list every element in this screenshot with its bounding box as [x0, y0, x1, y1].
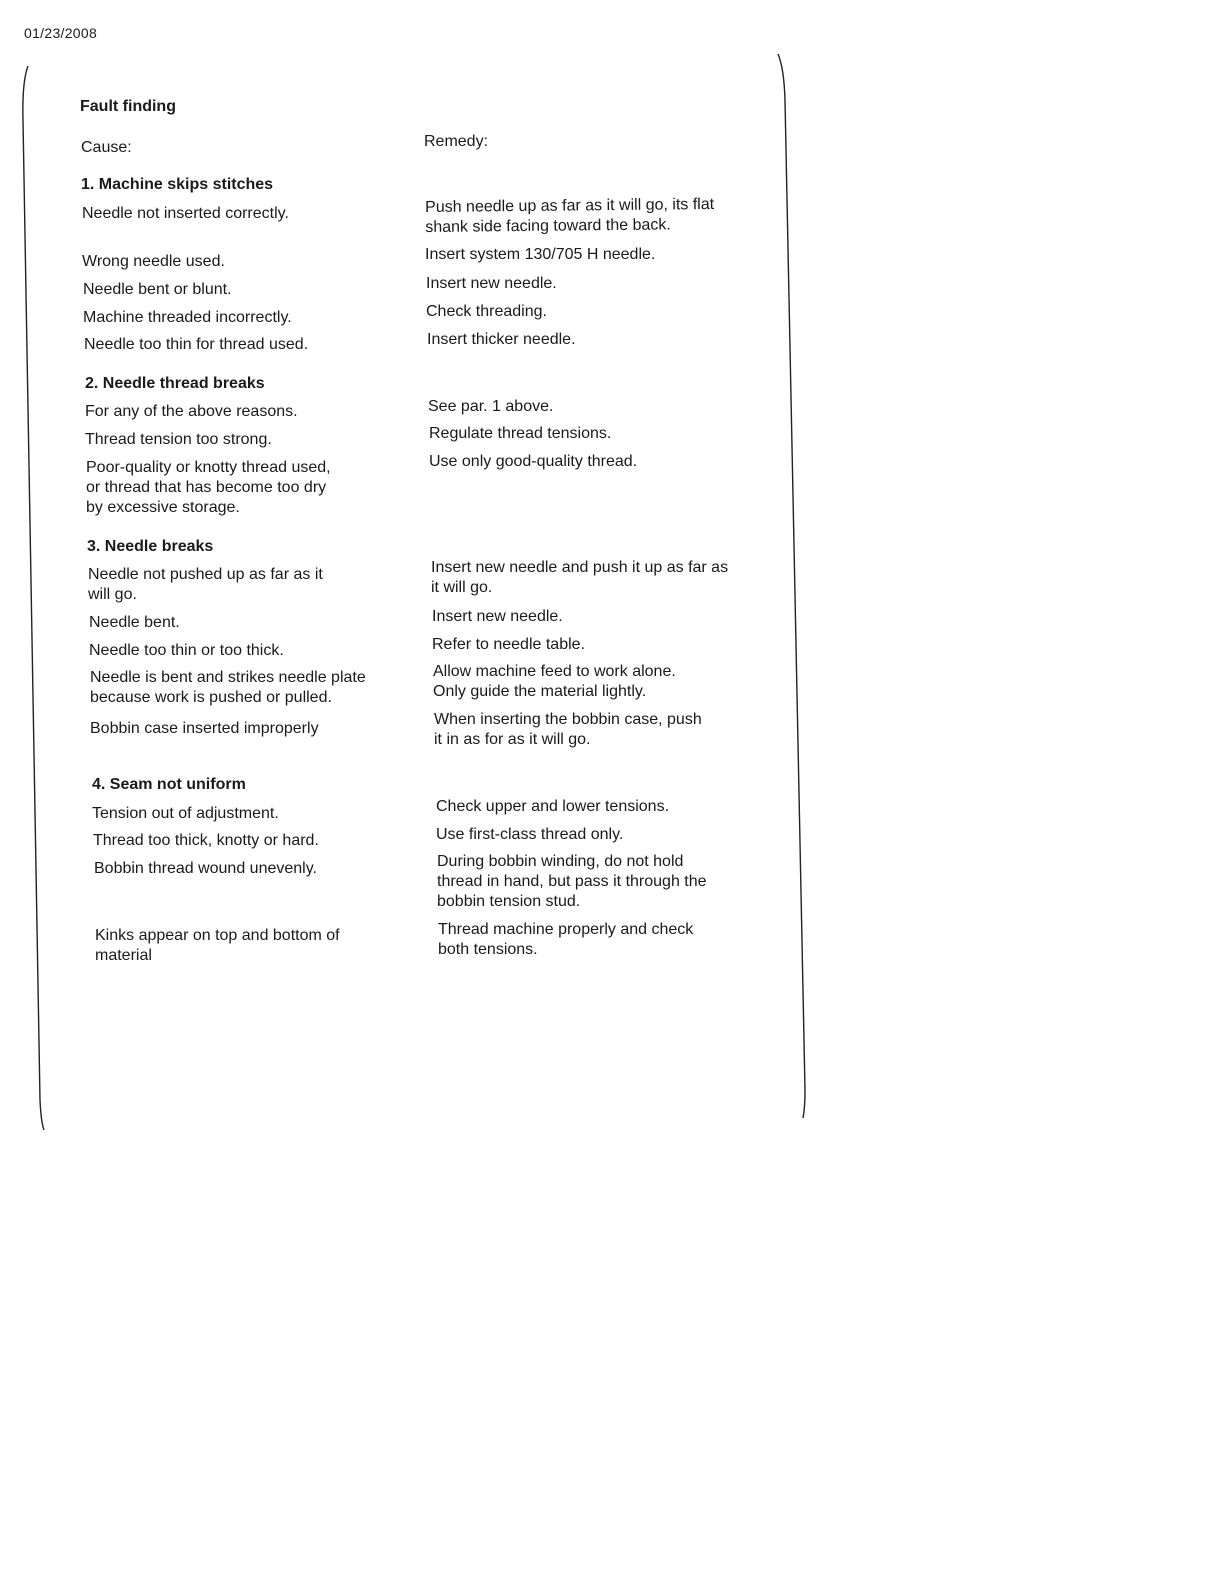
remedy-text: [437, 852, 707, 912]
cause-line: will go.: [88, 586, 137, 603]
cause-line: Needle is bent and strikes needle plate: [90, 669, 366, 686]
remedy-text: Check upper and lower tensions.: [436, 798, 670, 815]
date-stamp: 01/23/2008: [24, 25, 98, 41]
section-heading: 3. Needle breaks: [87, 538, 214, 555]
section-heading: 1. Machine skips stitches: [81, 176, 274, 193]
cause-text: [88, 565, 323, 605]
remedy-text: [431, 558, 728, 598]
remedy-line: thread in hand, but pass it through the: [437, 873, 707, 890]
remedy-line: both tensions.: [438, 941, 538, 958]
remedy-line: bobbin tension stud.: [437, 893, 581, 910]
remedy-text: Insert thicker needle.: [427, 331, 576, 348]
remedy-text: Use first-class thread only.: [436, 826, 624, 843]
cause-text: Tension out of adjustment.: [92, 805, 279, 822]
remedy-line: Allow machine feed to work alone.: [433, 663, 676, 680]
cause-text: [95, 926, 340, 966]
remedy-line: it in as for as it will go.: [434, 731, 591, 748]
cause-text: Needle too thin or too thick.: [89, 642, 284, 659]
right-bracket: [770, 50, 820, 1130]
remedy-line: it will go.: [431, 579, 493, 596]
remedy-text: [434, 710, 702, 750]
cause-text: Needle bent or blunt.: [83, 281, 232, 298]
cause-text: Bobbin case inserted improperly: [90, 720, 319, 737]
cause-text: Thread too thick, knotty or hard.: [93, 832, 319, 849]
remedy-text: Insert new needle.: [426, 275, 557, 292]
cause-line: Needle not pushed up as far as it: [88, 566, 323, 583]
cause-line: or thread that has become too dry: [86, 479, 327, 496]
cause-line: because work is pushed or pulled.: [90, 689, 332, 706]
remedy-text: Insert system 130/705 H needle.: [425, 246, 656, 263]
cause-text: [90, 668, 366, 708]
cause-text: Needle bent.: [89, 614, 180, 631]
remedy-line: When inserting the bobbin case, push: [434, 711, 702, 728]
cause-text: [86, 458, 331, 518]
left-bracket: [14, 60, 54, 1140]
cause-text: Wrong needle used.: [82, 253, 225, 270]
cause-text: Thread tension too strong.: [85, 431, 272, 448]
cause-line: material: [95, 947, 152, 964]
cause-text: Machine threaded incorrectly.: [83, 309, 292, 326]
cause-line: Poor-quality or knotty thread used,: [86, 459, 331, 476]
document-title: Fault finding: [80, 98, 176, 115]
remedy-text: [425, 195, 714, 238]
remedy-text: [433, 662, 676, 702]
remedy-text: [438, 920, 693, 960]
remedy-column-label: Remedy:: [424, 133, 489, 150]
remedy-text: Use only good-quality thread.: [429, 453, 638, 470]
cause-line: by excessive storage.: [86, 499, 240, 516]
cause-text: For any of the above reasons.: [85, 403, 298, 420]
remedy-line: Push needle up as far as it will go, its flat: [425, 195, 715, 216]
remedy-text: See par. 1 above.: [428, 398, 554, 415]
cause-text: Needle too thin for thread used.: [84, 336, 309, 353]
remedy-text: Check threading.: [426, 303, 547, 320]
remedy-line: During bobbin winding, do not hold: [437, 853, 684, 870]
remedy-text: Insert new needle.: [432, 608, 563, 625]
section-heading: 4. Seam not uniform: [92, 776, 246, 793]
remedy-line: Thread machine properly and check: [438, 921, 694, 938]
remedy-line: shank side facing toward the back.: [425, 216, 671, 236]
remedy-text: Refer to needle table.: [432, 636, 585, 653]
remedy-text: Regulate thread tensions.: [429, 425, 612, 442]
cause-line: Kinks appear on top and bottom of: [95, 927, 340, 944]
cause-column-label: Cause:: [81, 139, 132, 156]
remedy-line: Only guide the material lightly.: [433, 683, 647, 700]
cause-text: Needle not inserted correctly.: [82, 205, 289, 222]
section-heading: 2. Needle thread breaks: [85, 375, 265, 392]
remedy-line: Insert new needle and push it up as far as: [431, 559, 729, 576]
cause-text: Bobbin thread wound unevenly.: [94, 860, 317, 877]
